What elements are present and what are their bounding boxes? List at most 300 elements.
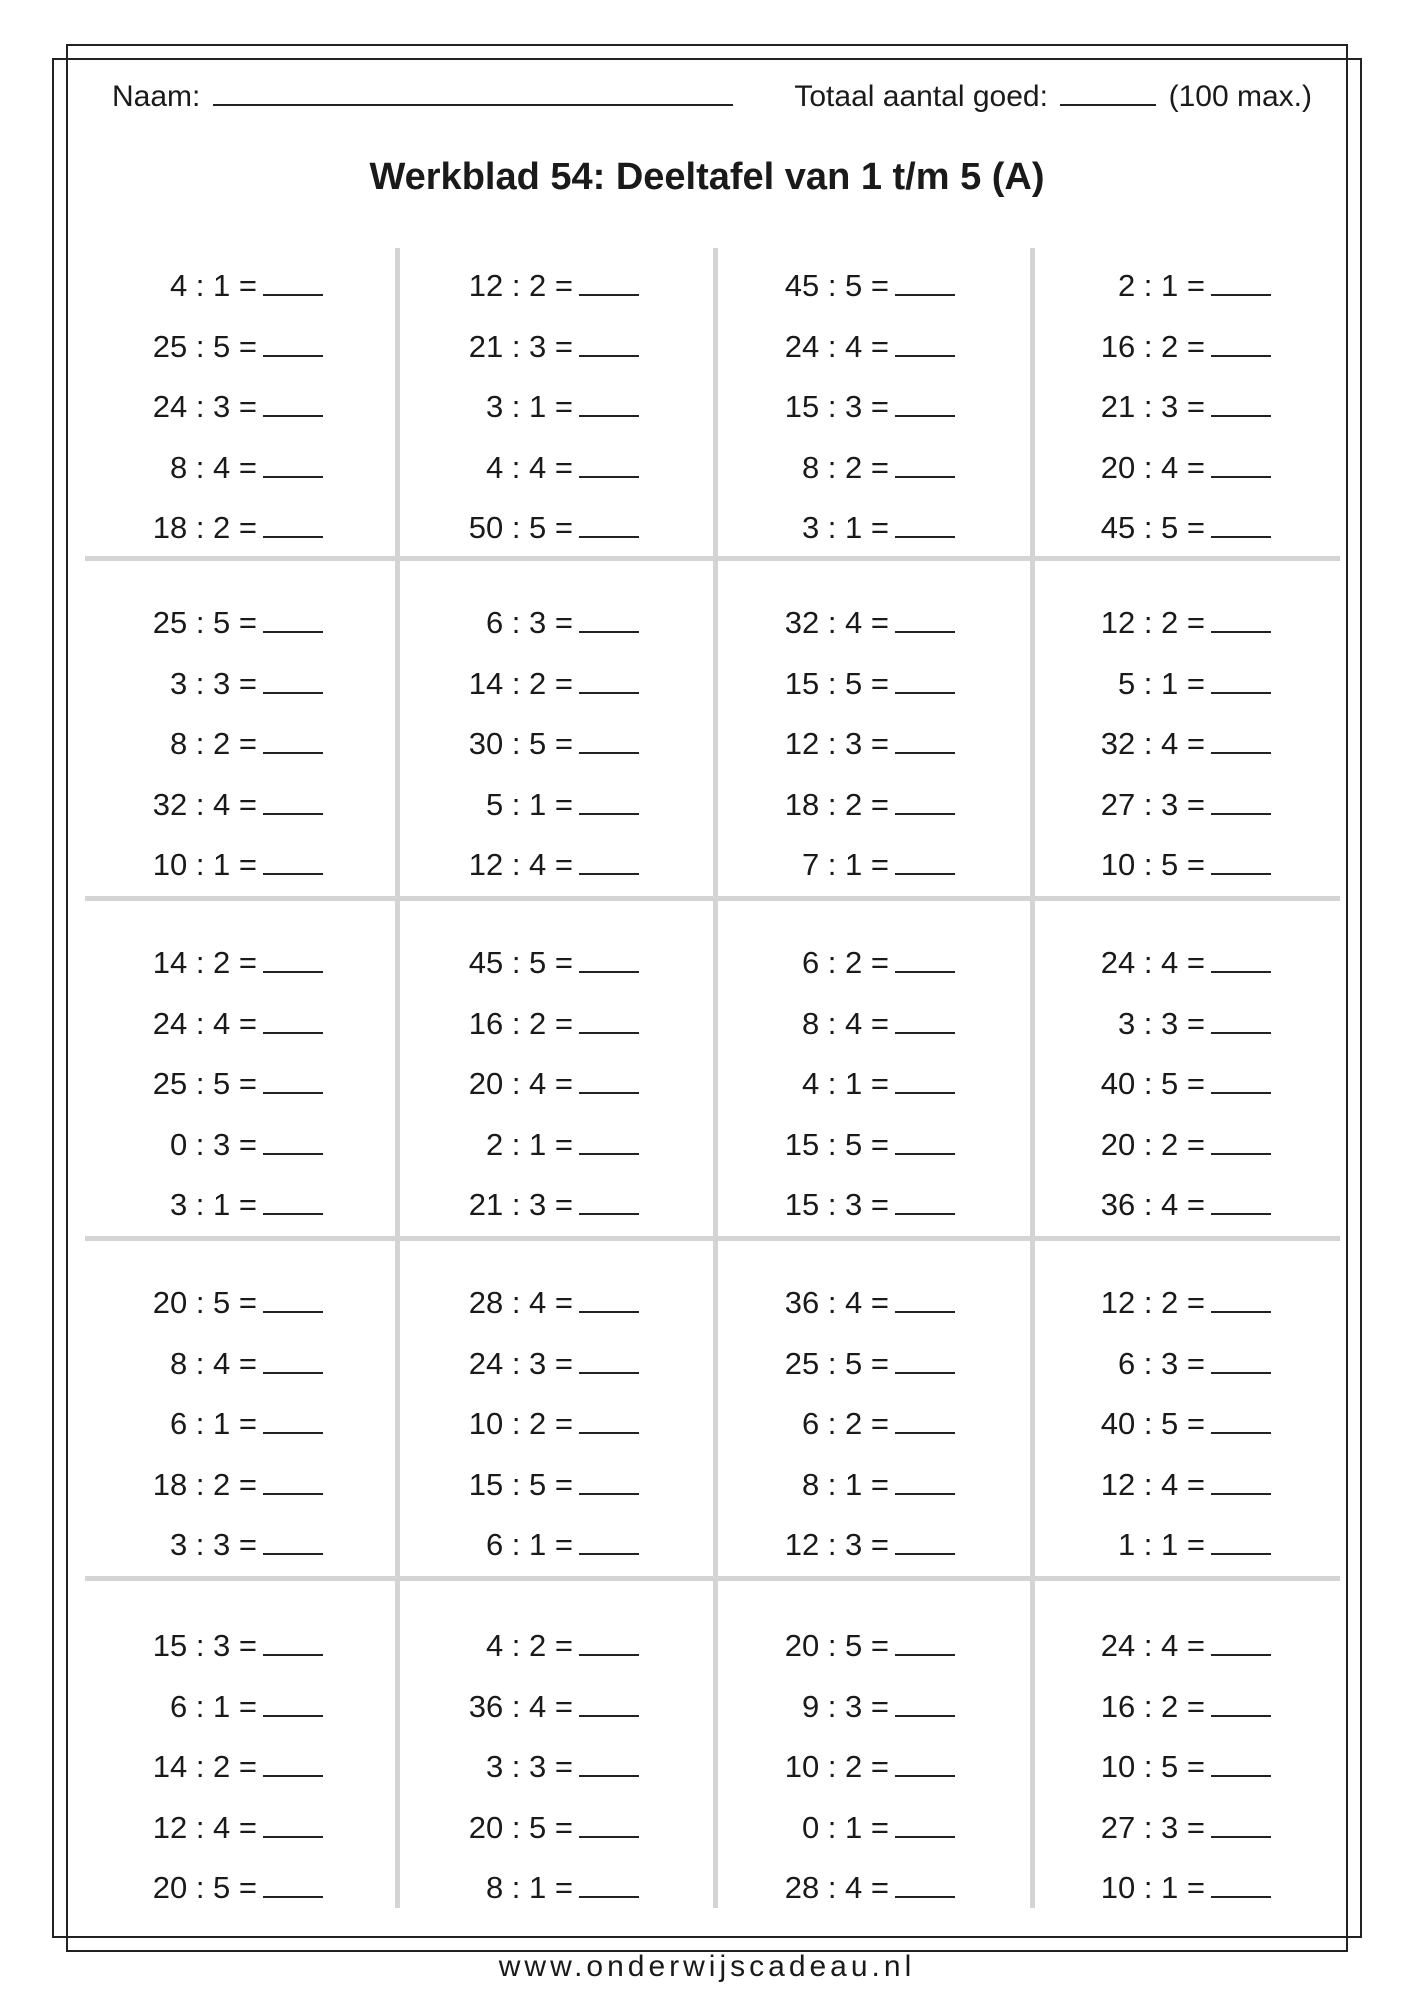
answer-blank[interactable] (895, 294, 955, 296)
answer-blank[interactable] (263, 1213, 323, 1215)
problem-expression: 8 : 1 = (801, 1466, 889, 1502)
answer-blank[interactable] (1211, 1153, 1271, 1155)
score-field[interactable] (794, 78, 1312, 114)
answer-blank[interactable] (263, 873, 323, 875)
problem-expression: 25 : 5 = (152, 605, 257, 640)
problem-expression: 15 : 5 = (784, 1126, 889, 1162)
division-problem (401, 994, 701, 1055)
division-problem (1033, 256, 1333, 317)
division-problem (1033, 933, 1333, 994)
division-problem (1033, 1798, 1333, 1859)
division-problem (1033, 1115, 1333, 1176)
answer-blank[interactable] (579, 692, 639, 694)
answer-blank[interactable] (579, 1715, 639, 1717)
problem-expression: 15 : 5 = (468, 1466, 573, 1502)
score-blank-line[interactable] (1060, 78, 1156, 106)
division-problem (85, 835, 385, 896)
problem-expression: 4 : 2 = (485, 1628, 573, 1663)
division-problem (85, 933, 385, 994)
exercise-block (85, 1616, 385, 1919)
problem-expression: 8 : 1 = (485, 1870, 573, 1905)
problem-expression: 8 : 4 = (801, 1005, 889, 1041)
answer-blank[interactable] (263, 971, 323, 973)
problem-expression: 5 : 1 = (485, 786, 573, 822)
answer-blank[interactable] (579, 971, 639, 973)
division-problem (401, 1515, 701, 1576)
answer-blank[interactable] (895, 813, 955, 815)
answer-blank[interactable] (895, 752, 955, 754)
division-problem (85, 1054, 385, 1115)
division-problem (717, 593, 1017, 654)
answer-blank[interactable] (1211, 873, 1271, 875)
answer-blank[interactable] (895, 1372, 955, 1374)
answer-blank[interactable] (263, 1432, 323, 1434)
answer-blank[interactable] (1211, 1654, 1271, 1656)
answer-blank[interactable] (263, 1553, 323, 1555)
problem-expression: 9 : 3 = (801, 1688, 889, 1724)
answer-blank[interactable] (895, 1311, 955, 1313)
division-problem (1033, 1455, 1333, 1516)
answer-blank[interactable] (263, 1372, 323, 1374)
division-problem (401, 1054, 701, 1115)
row-divider (85, 1576, 1340, 1581)
answer-blank[interactable] (895, 1432, 955, 1434)
division-problem (1033, 1858, 1333, 1919)
answer-blank[interactable] (895, 1836, 955, 1838)
division-problem (717, 1798, 1017, 1859)
problem-expression: 15 : 5 = (784, 665, 889, 701)
exercise-block (401, 256, 701, 559)
division-problem (717, 654, 1017, 715)
problem-expression: 25 : 5 = (152, 1066, 257, 1101)
answer-blank[interactable] (263, 1493, 323, 1495)
problem-expression: 24 : 4 = (1100, 1628, 1205, 1663)
exercise-block (1033, 256, 1333, 559)
problem-expression: 10 : 5 = (1100, 847, 1205, 882)
division-problem (85, 438, 385, 499)
answer-blank[interactable] (579, 415, 639, 417)
answer-blank[interactable] (263, 536, 323, 538)
problem-expression: 6 : 2 = (801, 1406, 889, 1441)
problem-expression: 3 : 1 = (485, 389, 573, 424)
division-problem (401, 593, 701, 654)
division-problem (717, 498, 1017, 559)
division-problem (717, 714, 1017, 775)
problem-expression: 10 : 5 = (1100, 1749, 1205, 1784)
division-problem (401, 1616, 701, 1677)
answer-blank[interactable] (263, 476, 323, 478)
problem-expression: 1 : 1 = (1117, 1527, 1205, 1562)
division-problem (85, 1737, 385, 1798)
problem-expression: 4 : 4 = (485, 449, 573, 485)
answer-blank[interactable] (1211, 813, 1271, 815)
answer-blank[interactable] (579, 813, 639, 815)
answer-blank[interactable] (1211, 1213, 1271, 1215)
problem-expression: 50 : 5 = (468, 510, 573, 545)
answer-blank[interactable] (263, 752, 323, 754)
answer-blank[interactable] (1211, 415, 1271, 417)
division-problem (1033, 714, 1333, 775)
answer-blank[interactable] (579, 1432, 639, 1434)
problem-expression: 24 : 4 = (784, 328, 889, 364)
problem-expression: 30 : 5 = (468, 726, 573, 761)
division-problem (1033, 317, 1333, 378)
answer-blank[interactable] (579, 752, 639, 754)
answer-blank[interactable] (263, 294, 323, 296)
problem-expression: 32 : 4 = (1100, 726, 1205, 761)
problem-expression: 3 : 3 = (1117, 1005, 1205, 1041)
exercise-block (717, 256, 1017, 559)
division-problem (85, 714, 385, 775)
problem-expression: 6 : 2 = (801, 945, 889, 980)
problem-expression: 28 : 4 = (468, 1285, 573, 1320)
exercise-block (85, 593, 385, 896)
division-problem (401, 498, 701, 559)
problem-expression: 6 : 3 = (1117, 1345, 1205, 1381)
answer-blank[interactable] (895, 1092, 955, 1094)
answer-blank[interactable] (263, 1775, 323, 1777)
problem-expression: 36 : 4 = (468, 1688, 573, 1724)
division-problem (85, 1798, 385, 1859)
answer-blank[interactable] (579, 476, 639, 478)
answer-blank[interactable] (579, 1153, 639, 1155)
answer-blank[interactable] (895, 536, 955, 538)
answer-blank[interactable] (1211, 1836, 1271, 1838)
problem-expression: 18 : 2 = (152, 510, 257, 545)
answer-blank[interactable] (1211, 1372, 1271, 1374)
problem-expression: 12 : 4 = (152, 1809, 257, 1845)
problem-expression: 45 : 5 = (468, 945, 573, 980)
name-blank-line[interactable] (213, 78, 733, 106)
division-problem (717, 1273, 1017, 1334)
division-problem (85, 1677, 385, 1738)
division-problem (85, 593, 385, 654)
division-problem (1033, 1334, 1333, 1395)
answer-blank[interactable] (895, 1213, 955, 1215)
answer-blank[interactable] (263, 1153, 323, 1155)
problem-expression: 6 : 1 = (169, 1406, 257, 1441)
division-problem (1033, 654, 1333, 715)
problem-expression: 45 : 5 = (1100, 510, 1205, 545)
division-problem (85, 1115, 385, 1176)
problem-expression: 16 : 2 = (468, 1005, 573, 1041)
problem-expression: 12 : 4 = (468, 847, 573, 882)
website-footer: www.onderwijscadeau.nl (498, 1950, 916, 1983)
problem-expression: 16 : 2 = (1100, 328, 1205, 364)
problem-expression: 24 : 3 = (152, 389, 257, 424)
division-problem (401, 1394, 701, 1455)
answer-blank[interactable] (263, 415, 323, 417)
division-problem (717, 317, 1017, 378)
answer-blank[interactable] (1211, 1311, 1271, 1313)
answer-blank[interactable] (1211, 1493, 1271, 1495)
division-problem (401, 1175, 701, 1236)
division-problem (1033, 1616, 1333, 1677)
problem-expression: 10 : 1 = (1100, 1870, 1205, 1905)
name-label: Naam: (112, 80, 201, 113)
problem-expression: 32 : 4 = (152, 786, 257, 822)
division-problem (717, 775, 1017, 836)
division-problem (401, 1858, 701, 1919)
answer-blank[interactable] (579, 1493, 639, 1495)
problem-expression: 12 : 3 = (784, 726, 889, 761)
answer-blank[interactable] (579, 1654, 639, 1656)
score-max: (100 max.) (1168, 80, 1312, 113)
exercise-block (401, 933, 701, 1236)
problem-expression: 40 : 5 = (1100, 1406, 1205, 1441)
problem-expression: 21 : 3 = (468, 328, 573, 364)
division-problem (401, 714, 701, 775)
division-problem (401, 933, 701, 994)
exercise-block (717, 933, 1017, 1236)
division-problem (401, 1455, 701, 1516)
problem-expression: 8 : 2 = (169, 726, 257, 761)
problem-expression: 14 : 2 = (152, 945, 257, 980)
problem-expression: 18 : 2 = (152, 1466, 257, 1502)
answer-blank[interactable] (263, 1836, 323, 1838)
division-problem (85, 1455, 385, 1516)
problem-expression: 0 : 3 = (169, 1126, 257, 1162)
answer-blank[interactable] (1211, 971, 1271, 973)
division-problem (85, 994, 385, 1055)
answer-blank[interactable] (895, 631, 955, 633)
problem-expression: 8 : 2 = (801, 449, 889, 485)
answer-blank[interactable] (579, 1032, 639, 1034)
division-problem (401, 775, 701, 836)
division-problem (1033, 377, 1333, 438)
problem-expression: 15 : 3 = (152, 1628, 257, 1663)
division-problem (1033, 775, 1333, 836)
division-problem (1033, 1737, 1333, 1798)
division-problem (1033, 835, 1333, 896)
division-problem (401, 377, 701, 438)
exercise-grid (85, 248, 1340, 1908)
problem-expression: 20 : 4 = (468, 1066, 573, 1101)
problem-expression: 3 : 3 = (169, 1527, 257, 1562)
problem-expression: 12 : 2 = (1100, 605, 1205, 640)
problem-expression: 24 : 3 = (468, 1345, 573, 1381)
division-problem (717, 1515, 1017, 1576)
division-problem (717, 1394, 1017, 1455)
division-problem (85, 1394, 385, 1455)
problem-expression: 8 : 4 = (169, 1345, 257, 1381)
division-problem (717, 1054, 1017, 1115)
exercise-block (1033, 933, 1333, 1236)
problem-expression: 3 : 1 = (169, 1187, 257, 1222)
problem-expression: 21 : 3 = (1100, 389, 1205, 424)
row-divider (85, 896, 1340, 901)
problem-expression: 2 : 1 = (1117, 268, 1205, 303)
answer-blank[interactable] (579, 355, 639, 357)
answer-blank[interactable] (1211, 536, 1271, 538)
problem-expression: 15 : 3 = (784, 389, 889, 424)
division-problem (717, 933, 1017, 994)
division-problem (401, 317, 701, 378)
division-problem (717, 1455, 1017, 1516)
answer-blank[interactable] (1211, 355, 1271, 357)
answer-blank[interactable] (895, 873, 955, 875)
answer-blank[interactable] (895, 971, 955, 973)
exercise-block (85, 1273, 385, 1576)
problem-expression: 12 : 2 = (1100, 1285, 1205, 1320)
answer-blank[interactable] (1211, 1715, 1271, 1717)
problem-expression: 7 : 1 = (801, 847, 889, 882)
division-problem (85, 317, 385, 378)
division-problem (401, 256, 701, 317)
problem-expression: 6 : 1 = (485, 1527, 573, 1562)
division-problem (717, 835, 1017, 896)
problem-expression: 3 : 1 = (801, 510, 889, 545)
answer-blank[interactable] (895, 1775, 955, 1777)
answer-blank[interactable] (263, 355, 323, 357)
division-problem (1033, 994, 1333, 1055)
answer-blank[interactable] (895, 1153, 955, 1155)
problem-expression: 20 : 5 = (152, 1870, 257, 1905)
answer-blank[interactable] (263, 631, 323, 633)
answer-blank[interactable] (579, 873, 639, 875)
division-problem (85, 256, 385, 317)
division-problem (717, 1858, 1017, 1919)
problem-expression: 45 : 5 = (784, 268, 889, 303)
division-problem (85, 1858, 385, 1919)
division-problem (85, 775, 385, 836)
answer-blank[interactable] (1211, 631, 1271, 633)
column-divider (395, 248, 400, 1908)
problem-expression: 16 : 2 = (1100, 1688, 1205, 1724)
problem-expression: 10 : 1 = (152, 847, 257, 882)
answer-blank[interactable] (895, 476, 955, 478)
exercise-block (85, 933, 385, 1236)
answer-blank[interactable] (895, 1032, 955, 1034)
problem-expression: 21 : 3 = (468, 1187, 573, 1222)
exercise-block (717, 593, 1017, 896)
answer-blank[interactable] (579, 294, 639, 296)
answer-blank[interactable] (1211, 1553, 1271, 1555)
division-problem (401, 1798, 701, 1859)
answer-blank[interactable] (579, 1896, 639, 1898)
division-problem (1033, 498, 1333, 559)
name-field[interactable] (112, 78, 737, 114)
problem-expression: 20 : 5 = (468, 1809, 573, 1845)
exercise-block (1033, 1616, 1333, 1919)
division-problem (85, 1515, 385, 1576)
exercise-block (401, 1616, 701, 1919)
answer-blank[interactable] (579, 1372, 639, 1374)
answer-blank[interactable] (1211, 1092, 1271, 1094)
division-problem (401, 1737, 701, 1798)
division-problem (85, 1616, 385, 1677)
answer-blank[interactable] (579, 1311, 639, 1313)
answer-blank[interactable] (895, 692, 955, 694)
page-title: Werkblad 54: Deeltafel van 1 t/m 5 (A) (369, 156, 1045, 198)
division-problem (1033, 1677, 1333, 1738)
problem-expression: 4 : 1 = (169, 268, 257, 303)
problem-expression: 36 : 4 = (784, 1285, 889, 1320)
answer-blank[interactable] (579, 1092, 639, 1094)
problem-expression: 32 : 4 = (784, 605, 889, 640)
exercise-block (1033, 593, 1333, 896)
division-problem (1033, 1175, 1333, 1236)
problem-expression: 14 : 2 = (152, 1749, 257, 1784)
answer-blank[interactable] (579, 536, 639, 538)
division-problem (717, 1616, 1017, 1677)
answer-blank[interactable] (1211, 692, 1271, 694)
answer-blank[interactable] (1211, 752, 1271, 754)
answer-blank[interactable] (263, 692, 323, 694)
answer-blank[interactable] (895, 1715, 955, 1717)
answer-blank[interactable] (895, 355, 955, 357)
division-problem (717, 438, 1017, 499)
answer-blank[interactable] (263, 1311, 323, 1313)
division-problem (401, 1334, 701, 1395)
answer-blank[interactable] (579, 1213, 639, 1215)
division-problem (1033, 1273, 1333, 1334)
division-problem (717, 1175, 1017, 1236)
division-problem (401, 438, 701, 499)
answer-blank[interactable] (1211, 1432, 1271, 1434)
answer-blank[interactable] (895, 415, 955, 417)
problem-expression: 4 : 1 = (801, 1066, 889, 1101)
division-problem (1033, 1054, 1333, 1115)
score-label: Totaal aantal goed: (794, 80, 1048, 113)
problem-expression: 24 : 4 = (1100, 945, 1205, 980)
answer-blank[interactable] (1211, 1032, 1271, 1034)
answer-blank[interactable] (263, 1654, 323, 1656)
answer-blank[interactable] (1211, 1775, 1271, 1777)
division-problem (717, 1677, 1017, 1738)
answer-blank[interactable] (263, 1896, 323, 1898)
problem-expression: 10 : 2 = (784, 1749, 889, 1784)
answer-blank[interactable] (579, 631, 639, 633)
division-problem (1033, 1515, 1333, 1576)
division-problem (85, 1175, 385, 1236)
division-problem (85, 1334, 385, 1395)
answer-blank[interactable] (263, 1032, 323, 1034)
exercise-block (717, 1616, 1017, 1919)
problem-expression: 40 : 5 = (1100, 1066, 1205, 1101)
answer-blank[interactable] (263, 1092, 323, 1094)
division-problem (85, 498, 385, 559)
problem-expression: 27 : 3 = (1100, 786, 1205, 822)
problem-expression: 14 : 2 = (468, 665, 573, 701)
division-problem (717, 1115, 1017, 1176)
row-divider (85, 1236, 1340, 1241)
answer-blank[interactable] (263, 813, 323, 815)
answer-blank[interactable] (579, 1836, 639, 1838)
answer-blank[interactable] (263, 1715, 323, 1717)
problem-expression: 20 : 2 = (1100, 1126, 1205, 1162)
answer-blank[interactable] (1211, 476, 1271, 478)
answer-blank[interactable] (1211, 1896, 1271, 1898)
problem-expression: 6 : 3 = (485, 605, 573, 640)
answer-blank[interactable] (895, 1493, 955, 1495)
answer-blank[interactable] (579, 1775, 639, 1777)
problem-expression: 12 : 4 = (1100, 1466, 1205, 1502)
division-problem (717, 994, 1017, 1055)
division-problem (1033, 1394, 1333, 1455)
exercise-block (717, 1273, 1017, 1576)
answer-blank[interactable] (579, 1553, 639, 1555)
answer-blank[interactable] (895, 1553, 955, 1555)
division-problem (717, 377, 1017, 438)
answer-blank[interactable] (895, 1896, 955, 1898)
problem-expression: 27 : 3 = (1100, 1809, 1205, 1845)
division-problem (401, 654, 701, 715)
answer-blank[interactable] (895, 1654, 955, 1656)
answer-blank[interactable] (1211, 294, 1271, 296)
division-problem (717, 1737, 1017, 1798)
problem-expression: 5 : 1 = (1117, 665, 1205, 701)
